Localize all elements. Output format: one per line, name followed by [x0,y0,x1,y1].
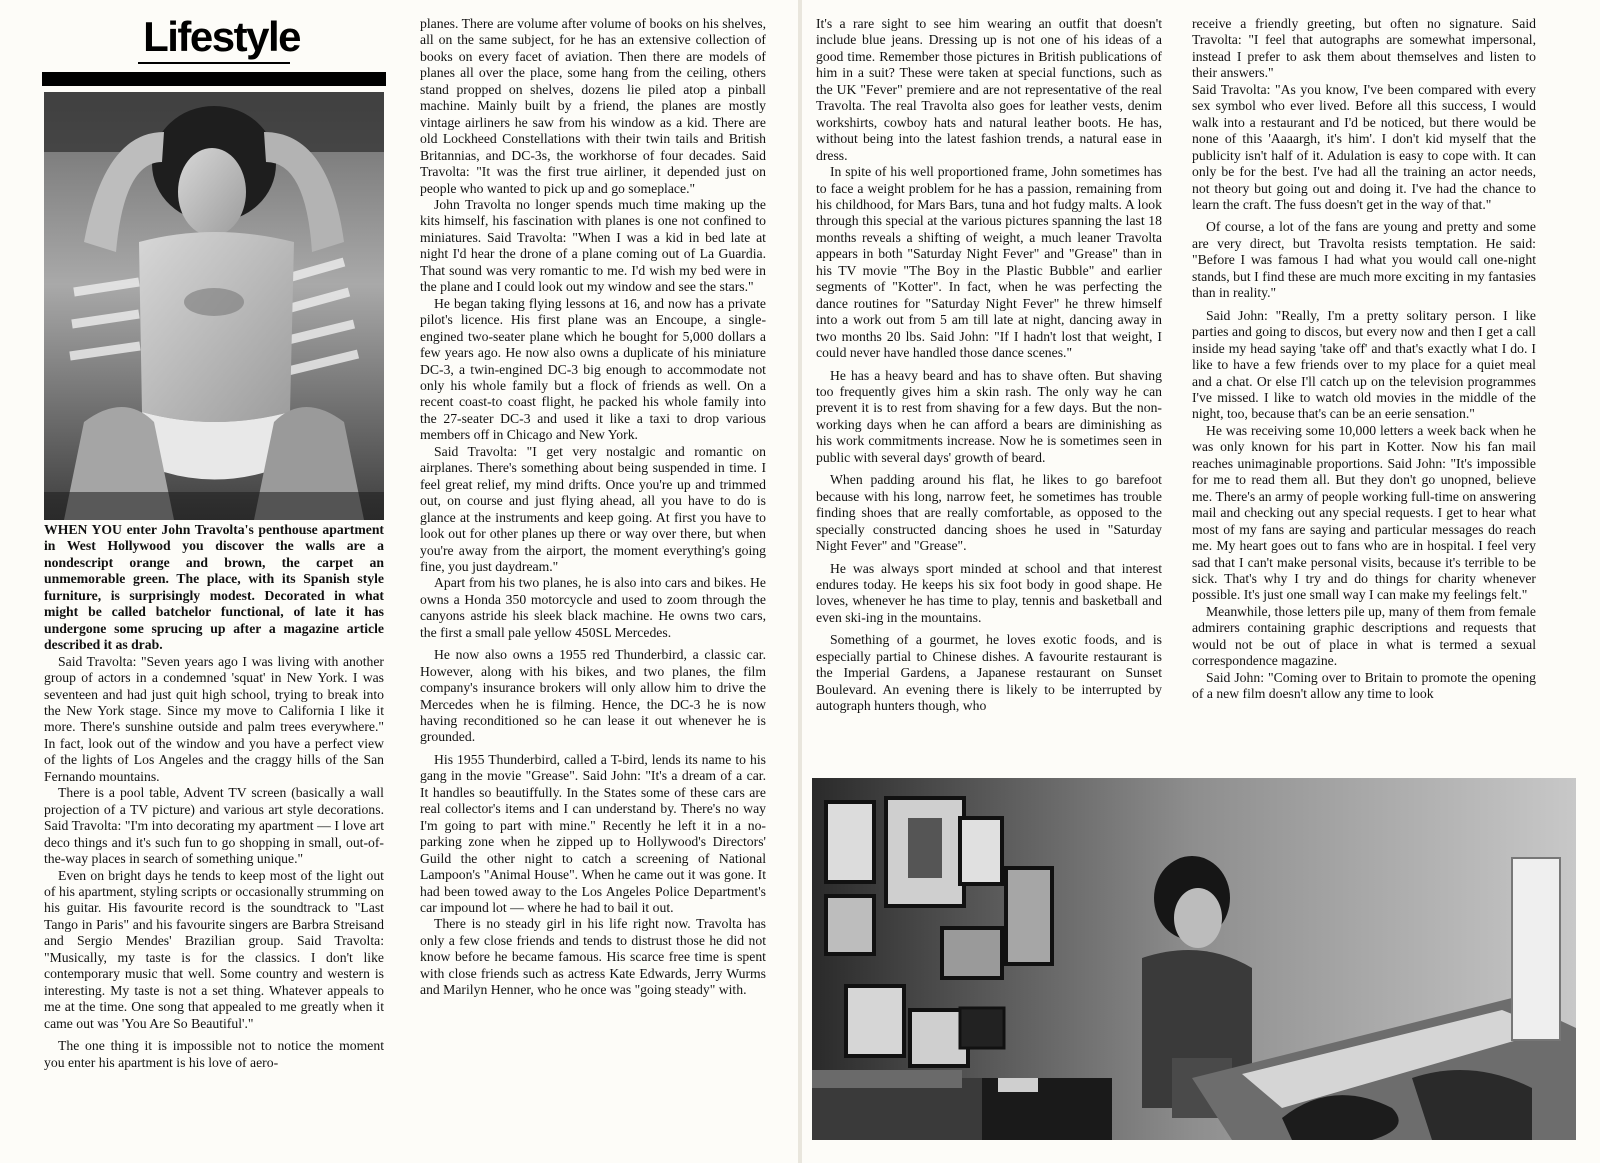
intro-lead: WHEN YOU [44,522,122,537]
paragraph: receive a friendly greeting, but often no signature. Said Travolta: "I feel that autographs are somewhat impersonal, instead I prefer to ask them about themselves and listen to their answers." [1192,16,1536,81]
paragraph: When padding around his flat, he likes to go barefoot because with his long, narrow feet, he sometimes has trouble finding shoes that are really comfortable, as opposed to the specially constructed dancing shoes he used in "Saturday Night Fever" and "Grease". [816,472,1162,554]
paragraph: Said Travolta: "I get very nostalgic and romantic on airplanes. There's something about being suspended in time. I feel great relief, my mind drifts. Once you're up and trimmed out, on course and just flying ahead, all you have to do is glance at the instruments and keep going. At first you have to look out for other planes up there or way over there, but when you're away from the airport, the moment everything's going fine, you just daydream." [420,443,766,574]
section-header [42,10,386,82]
paragraph: He has a heavy beard and has to shave often. But shaving too frequently gives him a skin rash. The only way he can prevent it is to rest from shaving for a few days. But the non-working days when he can afford a bears are diminishing as his work commitments increase. Now he is sometimes seen in public with several days' growth of beard. [816,367,1162,465]
paragraph: He was receiving some 10,000 letters a week back when he was only known for his part in Kotter. Now his fan mail reaches unimaginable proportions. Said John: "It's impossible for me to read them all. But they don't go unopned, believe me. There's an army of people working full-time on answering mail and checking out any special requests. I get to hear what most of my fans are saying and particular messages do reach me. My heart goes out to fans who are in hospital. I feel very sad that I can't make personal visits, because it's terrible to be sick. That's why I try and do things for charity whenever possible. It's just one small way I can make my feelings felt." [1192,422,1536,603]
header-thin-rule [138,62,290,64]
paragraph: His 1955 Thunderbird, called a T-bird, lends its name to his gang in the movie "Grease". Said John: "It's a dream of a car. It handles so beautiffully. In the States some of these cars are real collector's items and I can understand by. There's no way I'm going to part with mine." Recently he left it in a no-parking zone when he zipped up to Hollywood's Directors' Guild the other night to catch a screening of National Lampoon's "Animal House". When he came out it was gone. It had been towed away to the Los Angeles Police Department's car impound lot — where he had to bail it out. [420,751,766,916]
paragraph: Meanwhile, those letters pile up, many of them from female admirers containing graphic descriptions and requests that would not be out of place in what is termed a sexual correspondence magazine. [1192,603,1536,669]
right-page [802,0,1600,1163]
apartment-photo-icon [812,778,1576,1140]
paragraph: Of course, a lot of the fans are young and pretty and some are very direct, but Travolta resists temptation. He said: "Before I was famous I had what you would call one-night stands, but I find these are much more exciting in my fantasies than in reality." [1192,219,1536,301]
paragraph: Even on bright days he tends to keep most of the light out of his apartment, styling scripts or occasionally strumming on his guitar. His favourite record is the soundtrack to "Last Tango in Paris" and his favourite singers are Barbra Streisand and Sergio Mendes' Brazilian group. Said Travolta: "Musically, my taste is for the classics. I don't like contemporary music that well. Some country and western is interesting. My taste is not a set thing. Whatever appeals to me at the time. One song that appealed to me greatly when it came out was 'You Are So Beautiful'." [44,867,384,1031]
paragraph: Said John: "Coming over to Britain to promote the opening of a new film doesn't allow any time to look [1192,669,1536,702]
article-column-1 [44,522,384,1071]
article-column-3 [816,16,1162,715]
paragraph: There is no steady girl in his life right now. Travolta has only a few close friends and tends to distrust those he did not know before he became famous. His scarce free time is spent with close friends such as actress Kate Edwards, Jerry Wurms and Marilyn Henner, who he once was "going steady" with. [420,916,766,998]
apartment-photo [812,778,1576,1140]
article-column-4 [1192,16,1536,703]
paragraph: planes. There are volume after volume of books on his shelves, all on the same subject, for he has an extensive collection of books on every facet of aviation. Then there are models of planes all over the place, some hang from the ceiling, others stand propped on shelves, dozens lie piled atop a pinball machine. Mainly built by a friend, the planes are mostly vintage airliners he saw from his window as a kid. There are old Lockheed Constellations with their twin tails and British Britannias, and DC-3s, the workhorse of four decades. Said Travolta: "It was the first true airliner, it depended just on people who wanted to pick up and go someplace." [420,16,766,196]
portrait-photo [44,92,384,520]
header-thick-rule [42,72,386,86]
paragraph: Said Travolta: "As you know, I've been compared with every sex symbol who ever lived. Before all this success, I would walk into a restaurant and I'd be noticed, but there would be none of this 'Aaaargh, it's him'. I don't kid myself that the publicity isn't half of it. Adulation is easy to cope with. It can only be for the best. I've had all the training an actor needs, not theory but going out and doing it. I've had the chance to learn the craft. The fuss doesn't get in the way of that." [1192,81,1536,212]
left-page [0,0,798,1163]
paragraph: He began taking flying lessons at 16, and now has a private pilot's licence. His first plane was an Encoupe, a single-engined two-seater plane which he bought for 5,000 dollars a few years ago. He now also owns a duplicate of his miniature DC-3, a twin-engined DC-3 big enough to accommodate not only his whole family but a flock of friends as well. On a recent coast-to coast flight, he packed his whole family into the 27-seater DC-3 and used it like a taxi to drop various members off in Chicago and New York. [420,295,766,443]
paragraph: The one thing it is impossible not to notice the moment you enter his apartment is his love of aero- [44,1038,384,1070]
section-title: Lifestyle [143,13,300,60]
paragraph: Said John: "Really, I'm a pretty solitary person. I like parties and going to discos, but every now and then I get a call inside my head saying 'take off' and that's exactly what I do. I like to have a few friends over to my place for a quiet meal and a chat. Or else I'll catch up on the television programmes I've missed. I like to watch old movies in the middle of the night, too, because that's can be an eerie sensation." [1192,307,1536,422]
paragraph: It's a rare sight to see him wearing an outfit that doesn't include blue jeans. Dressing up is not one of his ideas of a good time. Remember those pictures in British publications of him in a suit? These were taken at special functions, such as the UK "Fever" premiere and are not representative of the real Travolta. The real Travolta also goes for leather vests, denim workshirts, cowboy hats and natural leather boots. He has, without being into the latest fashion trends, a natural ease in dress. [816,16,1162,163]
paragraph: Something of a gourmet, he loves exotic foods, and is especially partial to Chinese dishes. A favourite restaurant is the Imperial Gardens, a Japanese restaurant on Sunset Boulevard. An evening there is likely to be interrupted by autograph hunters though, who [816,632,1162,714]
paragraph: There is a pool table, Advent TV screen (basically a wall projection of a TV picture) and various art style decorations. Said Travolta: "I'm into decorating my apartment — I love art deco things and it's such fun to go shopping in small, out-of-the-way places in search of something unique." [44,785,384,867]
intro-paragraph [44,522,384,654]
paragraph: Said Travolta: "Seven years ago I was living with another group of actors in a condemned 'squat' in New York. I was seventeen and had just quit high school, trying to break into the New York stage. Since my move to California I like it more. There's sunshine outside and palm trees everywhere." In fact, look out of the window and you have a perfect view of the lights of Los Angeles and the craggy hills of the San Fernando mountains. [44,653,384,784]
paragraph: In spite of his well proportioned frame, John sometimes has to face a weight problem for he has a passion, remaining from his childhood, for Mars Bars, tuna and hot fudgy malts. A look through this special at the various pictures spanning the last 18 months reveals a shifting of weight, a much leaner Travolta appears in both "Saturday Night Fever" and "Grease" than in his TV movie "The Boy in the Plastic Bubble" and earlier segments of "Kotter". In fact, when he was perfecting the dance routines for "Saturday Night Fever" he threw himself into a work out from 5 am till late at night, dancing away in two months 20 lbs. Said John: "If I hadn't lost that weight, I could never have handled those dance scenes." [816,164,1162,361]
article-column-2 [420,16,766,999]
paragraph: He now also owns a 1955 red Thunderbird, a classic car. However, along with his bikes, and two planes, the film company's insurance brokers will only allow him to drive the Mercedes when he is filming. Hence, the DC-3 he is now having reconditioned so he can lease it out whenever he is grounded. [420,647,766,745]
paragraph: John Travolta no longer spends much time making up the kits himself, his fascination with planes is one not confined to miniatures. Said Travolta: "When I was a kid in bed late at night I'd hear the drone of a plane coming out of La Guardia. That sound was very romantic to me. I'd wish my bed were in the plane and I could look out my window and see the stars." [420,196,766,295]
paragraph: He was always sport minded at school and that interest endures today. He keeps his six foot body in good shape. He loves, whenever he has time to play, tennis and basketball and even ski-ing in the mountains. [816,560,1162,625]
paragraph: Apart from his two planes, he is also into cars and bikes. He owns a Honda 350 motorcycle and used to zoom through the canyons astride his sleek black machine. He owns two cars, the first a small pale yellow 450SL Mercedes. [420,575,766,640]
portrait-photo-icon [44,92,384,520]
intro-text: enter John Travolta's penthouse apartment in West Hollywood you discover the walls are a nondescript orange and brown, the carpet an unmemorable green. The place, with its Spanish style furniture, is surprisingly modest. Decorated in what might be called batchelor functional, of late it has undergone some sprucing up after a magazine article described it as drab. [44,522,384,653]
